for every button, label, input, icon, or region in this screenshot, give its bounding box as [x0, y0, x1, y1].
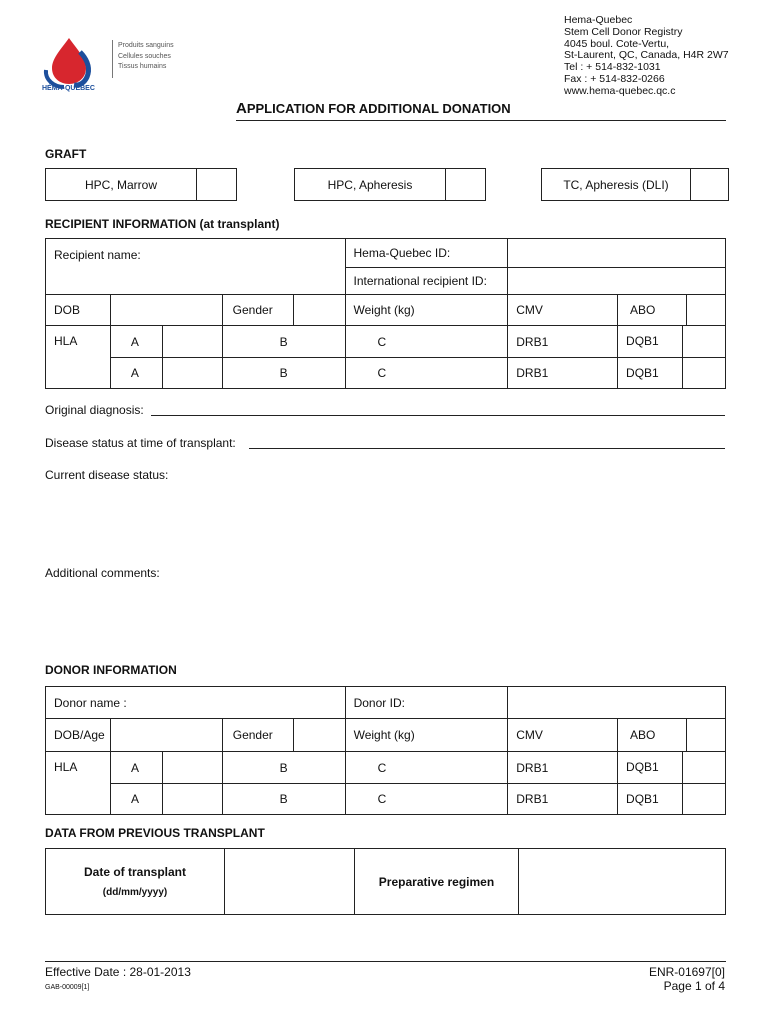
hla-a-input[interactable]	[162, 752, 222, 784]
hla-c-label: C	[345, 752, 508, 784]
donor-name-field[interactable]: Donor name :	[46, 687, 346, 719]
hla-dqb1-label: DQB1	[618, 752, 683, 783]
effective-date: Effective Date : 28-01-2013	[45, 965, 191, 979]
weight-label: Weight (kg)	[345, 719, 508, 752]
recipient-heading: RECIPIENT INFORMATION (at transplant)	[45, 217, 280, 231]
graft-checkbox[interactable]	[197, 169, 237, 201]
preparative-regimen-label: Preparative regimen	[355, 849, 519, 915]
hla-dqb1-input[interactable]	[683, 784, 725, 814]
hla-b-label: B	[222, 358, 345, 389]
dob-input[interactable]	[110, 295, 222, 326]
gender-label: Gender	[223, 719, 294, 751]
international-id-input[interactable]	[508, 268, 726, 295]
donor-id-label: Donor ID:	[345, 687, 508, 719]
logo-brand: HÉMA-QUÉBEC	[42, 85, 95, 92]
hla-drb1-label: DRB1	[508, 784, 618, 815]
gender-label: Gender	[223, 295, 294, 325]
graft-option-label: HPC, Apheresis	[295, 169, 446, 201]
abo-input[interactable]	[687, 719, 725, 751]
hla-c-label: C	[345, 784, 508, 815]
international-id-label: International recipient ID:	[345, 268, 508, 295]
graft-checkbox[interactable]	[446, 169, 486, 201]
original-diagnosis-label: Original diagnosis:	[45, 403, 144, 417]
page-number: Page 1 of 4	[663, 979, 725, 993]
abo-label: ABO	[618, 719, 687, 751]
hla-b-label: B	[222, 784, 345, 815]
footer-rule	[45, 961, 726, 962]
recipient-name-field[interactable]: Recipient name:	[46, 239, 346, 295]
hla-label: HLA	[46, 752, 111, 815]
graft-option-1	[45, 168, 237, 201]
hla-drb1-label: DRB1	[508, 752, 618, 784]
abo-label: ABO	[618, 295, 687, 325]
hema-quebec-id-input[interactable]	[508, 239, 726, 268]
hla-dqb1-label: DQB1	[618, 358, 683, 388]
page-title: APPLICATION FOR ADDITIONAL DONATION	[236, 100, 511, 117]
hla-label: HLA	[46, 326, 111, 389]
hla-dqb1-input[interactable]	[683, 358, 725, 388]
abo-input[interactable]	[687, 295, 725, 325]
previous-transplant-table	[45, 848, 726, 915]
additional-comments-label: Additional comments:	[45, 566, 160, 580]
graft-option-3	[541, 168, 729, 201]
hla-dqb1-label: DQB1	[618, 784, 683, 814]
gender-input[interactable]	[294, 295, 345, 325]
disease-status-input[interactable]	[249, 448, 725, 449]
weight-label: Weight (kg)	[345, 295, 508, 326]
hla-drb1-label: DRB1	[508, 358, 618, 389]
previous-transplant-heading: DATA FROM PREVIOUS TRANSPLANT	[45, 826, 265, 840]
graft-option-label: HPC, Marrow	[46, 169, 197, 201]
hla-b-label: B	[222, 752, 345, 784]
hla-a-input[interactable]	[162, 358, 222, 389]
address-block: Hema-Quebec Stem Cell Donor Registry 4045 boul. Cote-Vertu, St-Laurent, QC, Canada, H4R 2W7 Tel : + 514-832-1031 Fax : + 514-832-0266 www.hema-quebec.qc.c	[564, 14, 729, 97]
hla-dqb1-label: DQB1	[618, 326, 683, 357]
donor-table	[45, 686, 726, 815]
hla-a-label: A	[110, 752, 162, 784]
hla-a-label: A	[110, 784, 162, 815]
preparative-regimen-input[interactable]	[519, 849, 726, 915]
date-of-transplant-label: Date of transplant	[83, 865, 186, 879]
graft-option-2	[294, 168, 486, 201]
logo-tagline: Produits sanguins Cellules souches Tissus humains	[118, 42, 174, 70]
hema-quebec-id-label: Hema-Quebec ID:	[345, 239, 508, 268]
graft-checkbox[interactable]	[691, 169, 729, 201]
gender-input[interactable]	[294, 719, 345, 751]
cmv-label: CMV	[508, 295, 618, 326]
hla-b-label: B	[222, 326, 345, 358]
hla-c-label: C	[345, 358, 508, 389]
date-of-transplant-input[interactable]	[225, 849, 355, 915]
current-disease-status-label: Current disease status:	[45, 468, 169, 482]
donor-heading: DONOR INFORMATION	[45, 663, 177, 677]
hla-a-input[interactable]	[162, 326, 222, 358]
recipient-table	[45, 238, 726, 389]
document-code: ENR-01697[0]	[648, 965, 725, 979]
title-rule	[236, 120, 726, 121]
disease-status-label: Disease status at time of transplant:	[45, 436, 236, 450]
hla-a-label: A	[110, 326, 162, 358]
original-diagnosis-input[interactable]	[151, 415, 725, 416]
cmv-label: CMV	[508, 719, 618, 752]
gab-code: GAB-00009[1]	[45, 984, 90, 991]
graft-option-label: TC, Apheresis (DLI)	[542, 169, 691, 201]
donor-id-input[interactable]	[508, 687, 726, 719]
dob-age-label: DOB/Age	[46, 719, 111, 752]
dob-age-input[interactable]	[110, 719, 222, 752]
hla-a-input[interactable]	[162, 784, 222, 815]
dob-label: DOB	[46, 295, 111, 326]
hla-a-label: A	[110, 358, 162, 389]
hla-dqb1-input[interactable]	[683, 752, 725, 783]
hla-dqb1-input[interactable]	[683, 326, 725, 357]
date-format-hint: (dd/mm/yyyy)	[102, 887, 168, 898]
hla-drb1-label: DRB1	[508, 326, 618, 358]
graft-heading: GRAFT	[45, 147, 87, 161]
hla-c-label: C	[345, 326, 508, 358]
